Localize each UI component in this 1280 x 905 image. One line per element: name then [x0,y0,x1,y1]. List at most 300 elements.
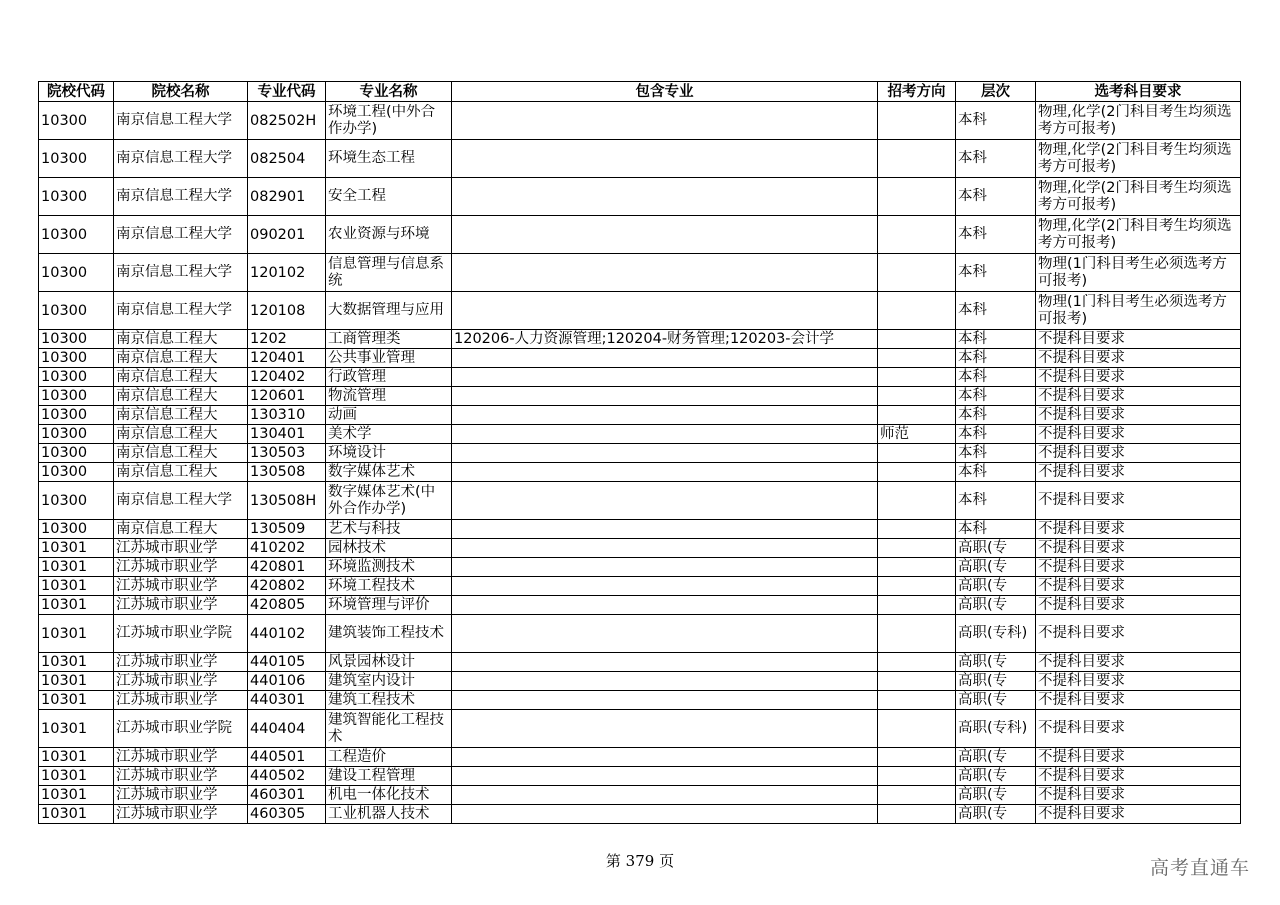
major-code-cell: 130401 [248,425,326,444]
included-majors-cell [452,577,878,596]
table-row [39,539,1241,558]
major-name-text: 数字媒体艺术(中外合作办学) [328,483,436,517]
included-majors-cell [452,387,878,406]
major-code-cell: 120401 [248,349,326,368]
major-name-text: 建筑装饰工程技术 [328,625,444,641]
level-cell: 高职(专 [956,653,1036,672]
direction-cell [878,691,956,710]
major-code-cell: 082901 [248,178,326,216]
included-majors-cell [452,558,878,577]
school-name-cell: 江苏城市职业学 [114,805,248,824]
level-cell: 高职(专 [956,691,1036,710]
major-name-text: 建筑智能化工程技术 [328,711,444,745]
subject-requirement-cell: 不提科目要求 [1036,368,1241,387]
table-row [39,216,1241,254]
subject-requirement-cell: 不提科目要求 [1036,425,1241,444]
direction-cell [878,292,956,330]
school-code-cell: 10301 [39,767,114,786]
level-cell [956,254,1036,292]
major-code-cell: 120402 [248,368,326,387]
included-majors-cell [452,653,878,672]
major-code-cell: 090201 [248,216,326,254]
subject-requirement-text: 物理,化学(2门科目考生均须选考方可报考) [1038,103,1232,137]
level-cell: 本科 [956,444,1036,463]
major-name-cell: 建筑工程技术 [326,691,452,710]
school-code-cell: 10300 [39,482,114,520]
major-name-cell: 工程造价 [326,748,452,767]
major-name-cell: 园林技术 [326,539,452,558]
subject-requirement-text: 物理(1门科目考生必须选考方可报考) [1038,255,1227,289]
major-name-cell [326,710,452,748]
subject-requirement-cell: 不提科目要求 [1036,520,1241,539]
column-header: 层次 [956,82,1036,102]
subject-requirement-cell: 不提科目要求 [1036,577,1241,596]
direction-cell [878,653,956,672]
included-majors-cell [452,292,878,330]
school-name-cell [114,102,248,140]
school-code-cell: 10300 [39,463,114,482]
column-header: 选考科目要求 [1036,82,1241,102]
major-name-cell: 工商管理类 [326,330,452,349]
school-name-cell: 江苏城市职业学 [114,748,248,767]
direction-cell [878,558,956,577]
direction-cell [878,444,956,463]
subject-requirement-cell: 不提科目要求 [1036,406,1241,425]
major-name-cell: 数字媒体艺术 [326,463,452,482]
school-code-cell: 10300 [39,425,114,444]
major-name-cell: 环境管理与评价 [326,596,452,615]
school-name-text: 南京信息工程大学 [116,226,232,242]
level-cell: 本科 [956,463,1036,482]
major-code-cell: 120108 [248,292,326,330]
school-name-text: 南京信息工程大学 [116,492,232,508]
subject-requirement-cell: 不提科目要求 [1036,444,1241,463]
direction-cell [878,102,956,140]
school-code-cell: 10300 [39,406,114,425]
major-name-cell: 美术学 [326,425,452,444]
direction-cell [878,748,956,767]
school-code-cell: 10301 [39,539,114,558]
subject-requirement-text: 物理,化学(2门科目考生均须选考方可报考) [1038,217,1232,251]
level-cell: 高职(专 [956,672,1036,691]
school-name-cell [114,254,248,292]
subject-requirement-cell: 不提科目要求 [1036,691,1241,710]
school-code-cell: 10300 [39,102,114,140]
table-row [39,463,1241,482]
column-header: 专业名称 [326,82,452,102]
major-code-cell: 420802 [248,577,326,596]
school-code-cell: 10300 [39,387,114,406]
included-majors-cell [452,254,878,292]
direction-cell [878,672,956,691]
included-majors-cell [452,748,878,767]
major-name-cell: 艺术与科技 [326,520,452,539]
direction-cell [878,368,956,387]
school-name-cell: 江苏城市职业学 [114,577,248,596]
table-row [39,805,1241,824]
school-name-cell: 南京信息工程大 [114,425,248,444]
major-code-cell: 130310 [248,406,326,425]
table-row [39,102,1241,140]
school-name-text: 江苏城市职业学院 [116,720,232,736]
subject-requirement-cell: 不提科目要求 [1036,558,1241,577]
school-name-cell: 江苏城市职业学 [114,558,248,577]
major-name-cell: 建筑室内设计 [326,672,452,691]
school-code-cell: 10301 [39,615,114,653]
subject-requirement-cell: 不提科目要求 [1036,463,1241,482]
direction-cell [878,520,956,539]
school-code-cell: 10300 [39,140,114,178]
major-code-cell: 130508 [248,463,326,482]
included-majors-cell [452,615,878,653]
direction-cell [878,482,956,520]
level-text: 高职(专科) [958,625,1028,641]
school-code-cell: 10301 [39,577,114,596]
level-cell: 本科 [956,520,1036,539]
level-text: 本科 [958,188,987,204]
watermark: 高考直通车 [1149,857,1250,879]
level-cell: 高职(专 [956,539,1036,558]
major-code-cell: 440105 [248,653,326,672]
major-name-cell [326,102,452,140]
school-code-cell: 10300 [39,349,114,368]
table-row [39,425,1241,444]
level-cell [956,216,1036,254]
table-row [39,254,1241,292]
major-code-cell: 460305 [248,805,326,824]
school-code-cell: 10301 [39,805,114,824]
major-name-cell: 环境监测技术 [326,558,452,577]
table-row [39,178,1241,216]
subject-requirement-cell: 不提科目要求 [1036,767,1241,786]
major-name-cell: 环境设计 [326,444,452,463]
direction-cell [878,330,956,349]
school-name-cell: 南京信息工程大 [114,520,248,539]
level-text: 高职(专科) [958,720,1028,736]
major-code-cell: 082502H [248,102,326,140]
major-code-cell: 440404 [248,710,326,748]
included-majors-cell [452,596,878,615]
included-majors-cell [452,425,878,444]
column-header: 院校代码 [39,82,114,102]
level-cell: 本科 [956,368,1036,387]
table-row [39,140,1241,178]
school-code-cell: 10300 [39,178,114,216]
level-cell [956,710,1036,748]
table-row [39,767,1241,786]
table-row [39,748,1241,767]
table-row [39,691,1241,710]
table-body [39,102,1241,824]
column-header: 院校名称 [114,82,248,102]
subject-requirement-cell [1036,178,1241,216]
major-name-text: 环境工程(中外合作办学) [328,103,436,137]
school-code-cell: 10300 [39,444,114,463]
school-name-cell: 江苏城市职业学 [114,596,248,615]
major-name-cell: 环境工程技术 [326,577,452,596]
major-name-cell: 行政管理 [326,368,452,387]
subject-requirement-text: 不提科目要求 [1038,720,1125,736]
direction-cell [878,140,956,178]
column-header: 包含专业 [452,82,878,102]
level-cell: 本科 [956,387,1036,406]
level-cell: 高职(专 [956,748,1036,767]
included-majors-cell [452,482,878,520]
level-cell: 高职(专 [956,558,1036,577]
major-code-cell: 440502 [248,767,326,786]
school-code-cell: 10300 [39,254,114,292]
major-name-cell: 公共事业管理 [326,349,452,368]
level-cell: 高职(专 [956,805,1036,824]
table-row [39,596,1241,615]
school-code-cell: 10301 [39,558,114,577]
school-code-cell: 10301 [39,672,114,691]
included-majors-cell [452,444,878,463]
school-name-cell: 南京信息工程大 [114,368,248,387]
major-name-cell: 建设工程管理 [326,767,452,786]
level-cell: 高职(专 [956,577,1036,596]
direction-cell: 师范 [878,425,956,444]
subject-requirement-cell: 不提科目要求 [1036,786,1241,805]
level-text: 本科 [958,226,987,242]
table-row [39,387,1241,406]
direction-cell [878,387,956,406]
direction-cell [878,805,956,824]
school-code-cell: 10301 [39,748,114,767]
direction-cell [878,539,956,558]
level-cell [956,102,1036,140]
direction-cell [878,615,956,653]
major-name-cell [326,615,452,653]
table-row [39,482,1241,520]
included-majors-cell [452,368,878,387]
direction-cell [878,254,956,292]
school-name-text: 南京信息工程大学 [116,188,232,204]
included-majors-cell [452,349,878,368]
school-name-cell [114,178,248,216]
major-code-cell: 130509 [248,520,326,539]
major-name-text: 环境生态工程 [328,150,415,166]
table-header-row [39,82,1241,102]
subject-requirement-cell [1036,102,1241,140]
subject-requirement-cell: 不提科目要求 [1036,672,1241,691]
major-code-cell: 440501 [248,748,326,767]
major-name-cell [326,216,452,254]
table-row [39,406,1241,425]
table-row [39,786,1241,805]
school-name-cell: 南京信息工程大 [114,444,248,463]
major-code-cell: 120102 [248,254,326,292]
subject-requirement-cell [1036,216,1241,254]
level-cell [956,482,1036,520]
major-name-cell [326,140,452,178]
school-code-cell: 10301 [39,786,114,805]
school-name-cell: 江苏城市职业学 [114,767,248,786]
subject-requirement-cell [1036,615,1241,653]
major-code-cell: 460301 [248,786,326,805]
major-code-cell: 440102 [248,615,326,653]
included-majors-cell [452,520,878,539]
included-majors-cell [452,216,878,254]
subject-requirement-cell: 不提科目要求 [1036,539,1241,558]
school-code-cell: 10301 [39,653,114,672]
included-majors-cell [452,691,878,710]
included-majors-cell [452,786,878,805]
level-cell: 本科 [956,349,1036,368]
level-cell: 本科 [956,406,1036,425]
included-majors-cell [452,406,878,425]
major-name-cell: 风景园林设计 [326,653,452,672]
included-majors-cell [452,463,878,482]
major-code-cell: 1202 [248,330,326,349]
subject-requirement-cell [1036,292,1241,330]
direction-cell [878,767,956,786]
direction-cell [878,577,956,596]
level-text: 本科 [958,264,987,280]
column-header: 专业代码 [248,82,326,102]
level-cell: 高职(专 [956,596,1036,615]
major-code-cell: 410202 [248,539,326,558]
school-name-cell [114,292,248,330]
level-cell [956,292,1036,330]
major-code-cell: 440106 [248,672,326,691]
major-name-text: 安全工程 [328,188,386,204]
table-row [39,710,1241,748]
school-name-cell: 南京信息工程大 [114,463,248,482]
included-majors-cell [452,539,878,558]
admissions-table [38,81,1241,824]
school-code-cell: 10300 [39,520,114,539]
subject-requirement-cell [1036,482,1241,520]
table-row [39,292,1241,330]
school-code-cell: 10300 [39,216,114,254]
school-code-cell: 10300 [39,368,114,387]
included-majors-cell [452,672,878,691]
level-cell [956,178,1036,216]
table-row [39,444,1241,463]
column-header: 招考方向 [878,82,956,102]
level-cell: 高职(专 [956,786,1036,805]
major-code-cell: 440301 [248,691,326,710]
direction-cell [878,710,956,748]
subject-requirement-cell: 不提科目要求 [1036,330,1241,349]
major-name-cell [326,482,452,520]
subject-requirement-cell: 不提科目要求 [1036,387,1241,406]
direction-cell [878,463,956,482]
school-name-cell: 江苏城市职业学 [114,672,248,691]
table-row [39,615,1241,653]
major-code-cell: 420801 [248,558,326,577]
subject-requirement-text: 不提科目要求 [1038,492,1125,508]
level-cell: 本科 [956,330,1036,349]
level-cell: 高职(专 [956,767,1036,786]
major-name-cell [326,292,452,330]
school-name-cell: 江苏城市职业学 [114,653,248,672]
school-name-cell [114,140,248,178]
major-code-cell: 130508H [248,482,326,520]
included-majors-cell [452,102,878,140]
major-name-text: 农业资源与环境 [328,226,430,242]
subject-requirement-cell: 不提科目要求 [1036,349,1241,368]
major-name-cell: 工业机器人技术 [326,805,452,824]
major-code-cell: 082504 [248,140,326,178]
school-name-cell: 南京信息工程大 [114,406,248,425]
school-name-text: 南京信息工程大学 [116,150,232,166]
school-code-cell: 10300 [39,292,114,330]
school-name-text: 江苏城市职业学院 [116,625,232,641]
school-name-cell [114,615,248,653]
table-row [39,368,1241,387]
subject-requirement-text: 物理(1门科目考生必须选考方可报考) [1038,293,1227,327]
major-code-cell: 420805 [248,596,326,615]
table-row [39,330,1241,349]
direction-cell [878,596,956,615]
included-majors-cell [452,767,878,786]
table-row [39,672,1241,691]
level-cell [956,140,1036,178]
level-cell: 本科 [956,425,1036,444]
school-name-cell [114,216,248,254]
school-name-cell: 江苏城市职业学 [114,786,248,805]
level-text: 本科 [958,150,987,166]
school-code-cell: 10301 [39,710,114,748]
table-row [39,349,1241,368]
table-row [39,558,1241,577]
direction-cell [878,786,956,805]
school-name-text: 南京信息工程大学 [116,264,232,280]
subject-requirement-cell: 不提科目要求 [1036,596,1241,615]
school-name-cell: 江苏城市职业学 [114,691,248,710]
level-text: 本科 [958,302,987,318]
included-majors-cell [452,140,878,178]
direction-cell [878,178,956,216]
table-row [39,653,1241,672]
school-name-cell: 南京信息工程大 [114,330,248,349]
school-name-cell: 南京信息工程大 [114,387,248,406]
page-number: 第 379 页 [605,852,675,870]
subject-requirement-cell [1036,140,1241,178]
level-cell [956,615,1036,653]
major-name-text: 大数据管理与应用 [328,302,444,318]
major-code-cell: 130503 [248,444,326,463]
major-code-cell: 120601 [248,387,326,406]
direction-cell [878,406,956,425]
included-majors-cell: 120206-人力资源管理;120204-财务管理;120203-会计学 [452,330,878,349]
school-code-cell: 10300 [39,330,114,349]
school-code-cell: 10301 [39,691,114,710]
school-name-cell: 南京信息工程大 [114,349,248,368]
table-row [39,577,1241,596]
subject-requirement-cell: 不提科目要求 [1036,653,1241,672]
direction-cell [878,216,956,254]
level-text: 本科 [958,492,987,508]
subject-requirement-cell [1036,710,1241,748]
subject-requirement-text: 不提科目要求 [1038,625,1125,641]
school-name-text: 南京信息工程大学 [116,112,232,128]
subject-requirement-cell: 不提科目要求 [1036,805,1241,824]
level-text: 本科 [958,112,987,128]
subject-requirement-cell [1036,254,1241,292]
subject-requirement-cell: 不提科目要求 [1036,748,1241,767]
major-name-cell: 机电一体化技术 [326,786,452,805]
major-name-cell [326,254,452,292]
school-name-cell [114,710,248,748]
major-name-text: 信息管理与信息系统 [328,255,444,289]
school-name-cell: 江苏城市职业学 [114,539,248,558]
school-name-text: 南京信息工程大学 [116,302,232,318]
school-name-cell [114,482,248,520]
subject-requirement-text: 物理,化学(2门科目考生均须选考方可报考) [1038,179,1232,213]
